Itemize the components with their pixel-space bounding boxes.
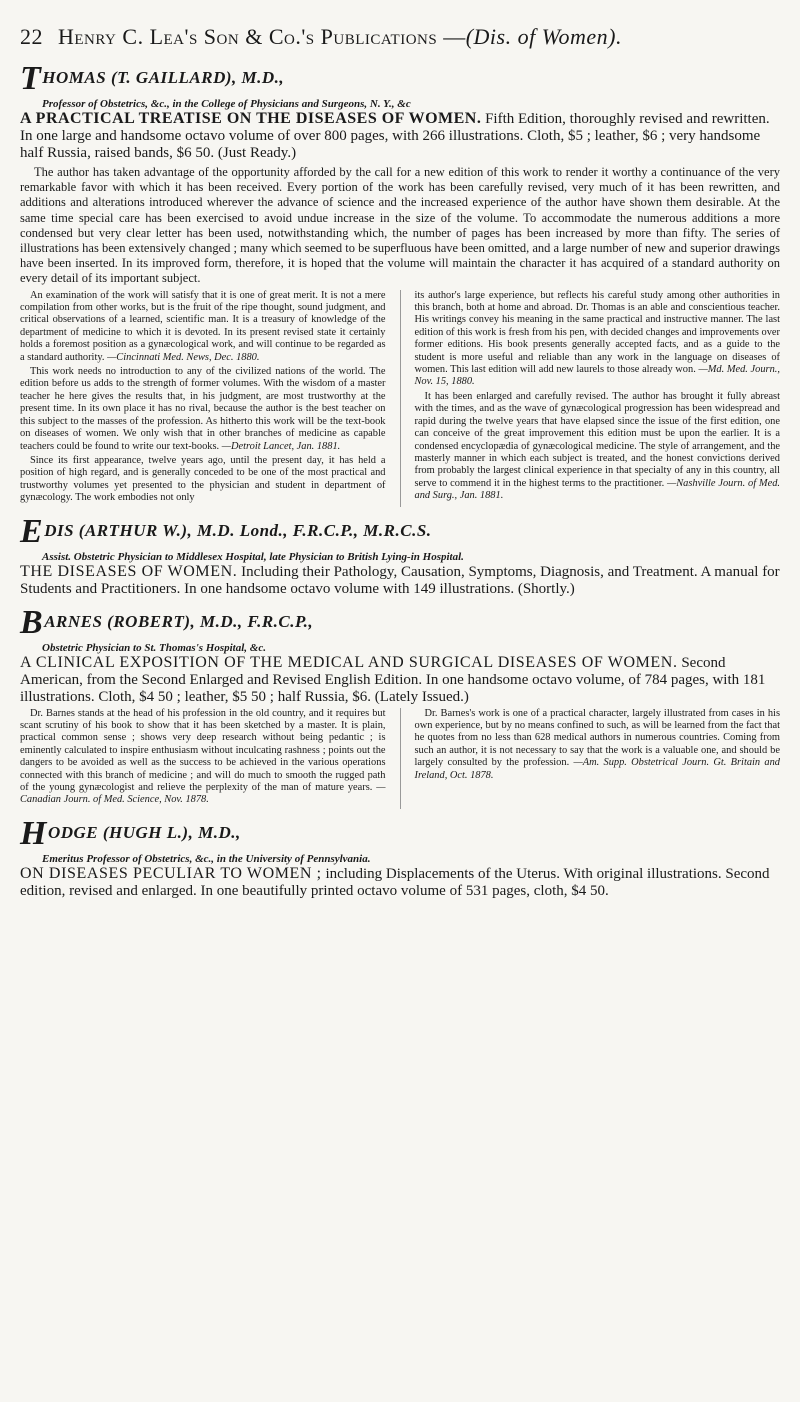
review-columns <box>20 290 780 507</box>
book-title: ON DISEASES PECULIAR TO WOMEN ; <box>20 864 322 882</box>
book-details: Second American, from the Second Enlarged and Revised English Edition. In one handsome octavo volume, of 784 pages, with 181 illustrations. Cloth, $4 50 ; leather, $5 50 ; half Russia, $6. (Lately Issued.) <box>20 654 766 705</box>
book-entry <box>20 604 780 809</box>
review: Since its first appearance, twelve years ago, until the present day, it has held a position of high regard, and is generally conceded to be one of the most practical and trustworthy volumes yet presented to the physician and student in department of gynæcology. The work embodies not only <box>20 454 386 504</box>
book-details: Including their Pathology, Causation, Symptoms, Diagnosis, and Treatment. A manual for Students and Practitioners. In one handsome octavo volume with 149 illustrations. (Shortly.) <box>20 563 780 597</box>
author-affiliation: Emeritus Professor of Obstetrics, &c., in the University of Pennsylvania. <box>42 852 371 865</box>
book-title-line <box>20 865 780 900</box>
page-number: 22 <box>20 24 43 49</box>
author-affiliation: Obstetric Physician to St. Thomas's Hospital, &c. <box>42 641 266 654</box>
book-title-line <box>20 563 780 598</box>
review-column-right <box>415 708 781 809</box>
section-label: (Dis. of Women). <box>465 24 622 49</box>
book-entry <box>20 60 780 507</box>
author-heading: THOMAS (T. GAILLARD), M.D., <box>20 60 285 97</box>
author-affiliation: Professor of Obstetrics, &c., in the College of Physicians and Surgeons, N. Y., &c <box>42 98 411 110</box>
book-entry <box>20 513 780 598</box>
review-column-right <box>415 290 781 507</box>
review: It has been enlarged and carefully revised. The author has brought it fully abreast with the times, and as the wave of gynæcological progression has been widespread and rapid during the twelve years that have elapsed since the issue of the first edition, one can conceive of the great improvement this edition must be upon the earlier. It is a condensed encyclopædia of gynæcological medicine. The style of arrangement, and the masterly manner in which each subject is treated, and the honest convictions derived from probably the largest clinical experience in that specialty of any in this country, all serve to commend it in the highest terms to the practitioner. —Nashville Journ. of Med. and Surg., Jan. 1881. <box>414 390 780 502</box>
book-title: A PRACTICAL TREATISE ON THE DISEASES OF WOMEN. <box>20 110 482 127</box>
review: its author's large experience, but reflects his careful study among other authorities in this branch, both at home and abroad. Dr. Thomas is an able and conscientious teacher. His writings convey his meaning in the same practical and instructive manner. The last edition of this work is fresh from his pen, with decided changes and improvements over former editions. His book presents generally accepted facts, and as a guide to the student is more useful and reliable than any work in the language on diseases of women. This last edition will add new laurels to those already won. —Md. Med. Journ., Nov. 15, 1880. <box>414 289 780 388</box>
publisher-title: Henry C. Lea's Son & Co.'s Publications <box>58 24 438 49</box>
review-columns <box>20 708 780 809</box>
author-heading: EDIS (ARTHUR W.), M.D. Lond., F.R.C.P., M.R.C.S. <box>20 512 432 550</box>
review: Dr. Barnes's work is one of a practical character, largely illustrated from cases in his own experience, but by no means confined to such, as will be learned from the fact that he quotes from no less than 628 medical authors in numerous countries. Coming from such an author, it is not necessary to say that the work is a valuable one, and should be largely consulted by the profession. —Am. Supp. Obstetrical Journ. Gt. Britain and Ireland, Oct. 1878. <box>414 707 781 781</box>
book-details: including Displacements of the Uterus. With original illustrations. Second edition, revised and enlarged. In one beautifully printed octavo volume of 531 pages, cloth, $4 50. <box>20 865 770 899</box>
review-column-left <box>20 708 386 809</box>
author-heading: BARNES (ROBERT), M.D., F.R.C.P., <box>20 603 314 641</box>
author-affiliation: Assist. Obstetric Physician to Middlesex Hospital, late Physician to British Lying-in Hospital. <box>42 550 464 563</box>
running-head: 22 Henry C. Lea's Son & Co.'s Publications — (Dis. of Women). <box>20 24 622 49</box>
review: This work needs no introduction to any of the civilized nations of the world. The edition before us adds to the strength of former volumes. With the wisdom of a master teacher he here gives the results that, in his judgment, are most trustworthy at the present time. In its own place it has no rival, because the author is the best teacher on this subject to the masses of the profession. As hitherto this work will be the text-book on diseases of women. We only wish that in other branches of medicine as capable teachers could be found to write our text-books. —Detroit Lancet, Jan. 1881. <box>20 366 386 452</box>
review: An examination of the work will satisfy that it is one of great merit. It is not a mere compilation from other works, but is the fruit of the ripe thought, sound judgment, and critical observations of a learned, scientific man. It is a treasury of knowledge of the department of medicine to which it is devoted. In its present revised state it certainly holds a foremost position as a gynæcological work, and will continue to be regarded as a standard authority. —Cincinnati Med. News, Dec. 1880. <box>20 289 386 363</box>
book-details: Fifth Edition, thoroughly revised and rewritten. In one large and handsome octavo volume of over 800 pages, with 266 illustrations. Cloth, $5 ; leather, $6 ; very handsome half Russia, raised bands, $6 50. (Just Ready.) <box>20 111 770 161</box>
review-column-left <box>20 290 386 507</box>
catalogue-page <box>20 0 780 900</box>
column-divider <box>400 708 401 809</box>
book-title-line <box>20 110 780 162</box>
book-entry <box>20 815 780 900</box>
column-divider <box>400 290 401 507</box>
book-title: THE DISEASES OF WOMEN. <box>20 562 238 580</box>
book-description: The author has taken advantage of the opportunity afforded by the call for a new edition of this work to render it worthy a continuance of the very remarkable favor with which it has been received. Every portion of the work has been carefully revised, very much of it has been rewritten, and additions and alterations introduced wherever the advance of science and the increased experience of the author have shown them desirable. At the same time special care has been exercised to avoid undue increase in the size of the volume. To accommodate the numerous additions a more condensed but very clear letter has been used, notwithstanding which, the number of pages has been increased by more than fifty. The series of illustrations has been extensively changed ; many which seemed to be superfluous have been omitted, and a large number of new and superior drawings have been inserted. In its improved form, therefore, it is hoped that the volume will maintain the character it has acquired of a standard authority on every detail of its important subject. <box>20 165 780 286</box>
book-title-line <box>20 654 780 706</box>
review: Dr. Barnes stands at the head of his profession in the old country, and it requires but scant scrutiny of his book to show that it has been sketched by a master. It is plain, practical common sense ; shows very deep research without being pedantic ; is eminently calculated to inspire enthusiasm without inculcating rashness ; points out the dangers to be avoided as well as the success to be achieved in the various operations connected with this branch of medicine ; and will do much to smooth the rugged path of the young gynæcologist and relieve the perplexity of the man of mature years. —Canadian Journ. of Med. Science, Nov. 1878. <box>20 707 386 806</box>
author-heading: HODGE (HUGH L.), M.D., <box>20 814 241 852</box>
book-title: A CLINICAL EXPOSITION OF THE MEDICAL AND SURGICAL DISEASES OF WOMEN. <box>20 653 678 671</box>
